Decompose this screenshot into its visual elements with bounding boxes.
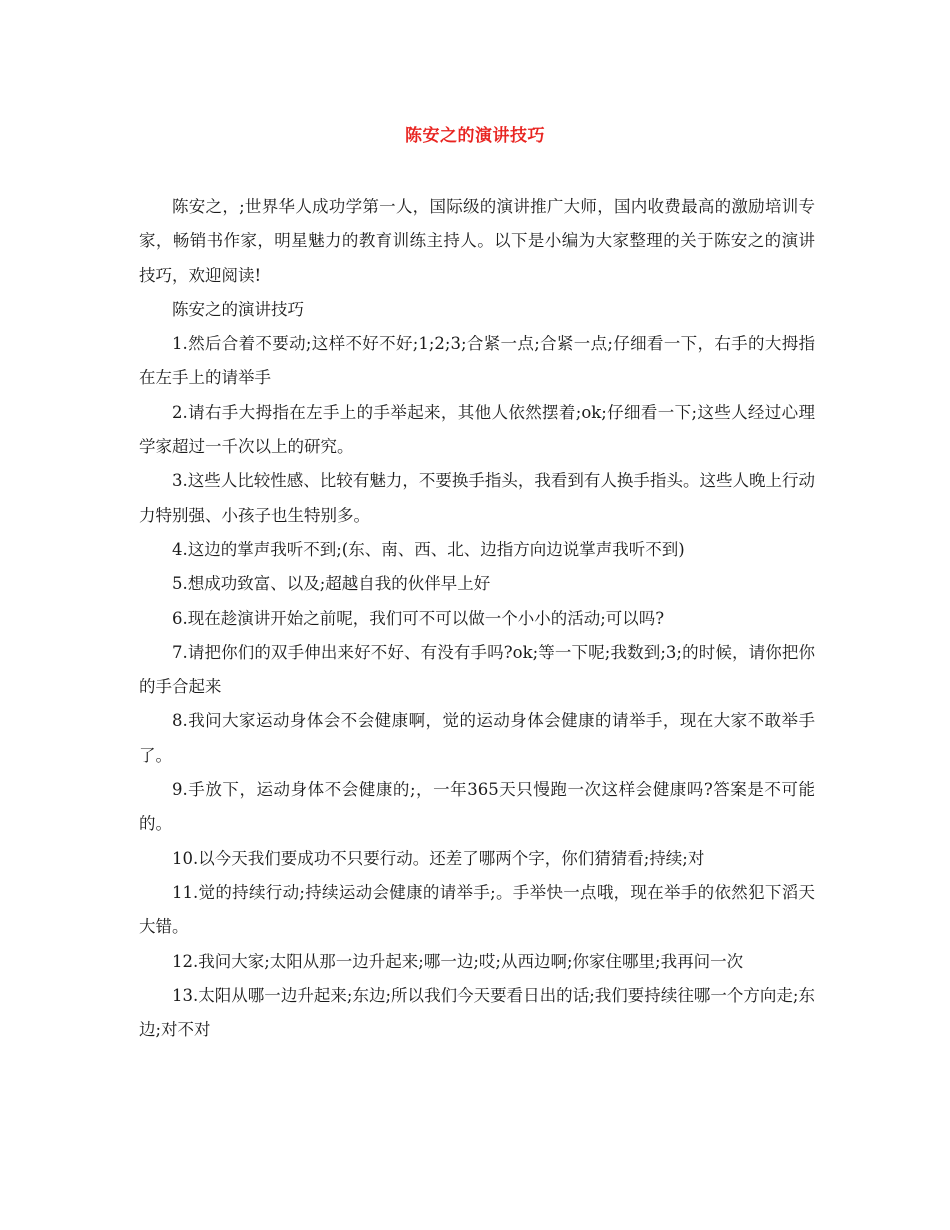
list-item: 9.手放下，运动身体不会健康的;，一年365天只慢跑一次这样会健康吗?答案是不可能的。 bbox=[139, 780, 815, 834]
document-title: 陈安之的演讲技巧 bbox=[405, 126, 545, 146]
list-item: 13.太阳从哪一边升起来;东边;所以我们今天要看日出的话;我们要持续往哪一个方向走;东边;对不对 bbox=[139, 985, 815, 1040]
section-heading: 陈安之的演讲技巧 bbox=[172, 299, 304, 319]
list-item: 1.然后合着不要动;这样不好不好;1;2;3;合紧一点;合紧一点;仔细看一下，右手的大拇指在左手上的请举手 bbox=[139, 334, 815, 388]
list-item: 5.想成功致富、以及;超越自我的伙伴早上好 bbox=[172, 574, 491, 594]
list-item: 2.请右手大拇指在左手上的手举起来，其他人依然摆着;ok;仔细看一下;这些人经过心理学家超过一千次以上的研究。 bbox=[139, 402, 815, 457]
list-item: 11.觉的持续行动;持续运动会健康的请举手;。手举快一点哦，现在举手的依然犯下滔天大错。 bbox=[139, 882, 815, 937]
document-body bbox=[139, 190, 815, 1047]
list-item: 7.请把你们的双手伸出来好不好、有没有手吗?ok;等一下呢;我数到;3;的时候，请你把你的手合起来 bbox=[139, 642, 815, 697]
list-item: 4.这边的掌声我听不到;(东、南、西、北、边指方向边说掌声我听不到) bbox=[172, 539, 685, 559]
list-item: 6.现在趁演讲开始之前呢，我们可不可以做一个小小的活动;可以吗? bbox=[172, 608, 665, 628]
list-item: 3.这些人比较性感、比较有魅力，不要换手指头，我看到有人换手指头。这些人晚上行动力特别强、小孩子也生特别多。 bbox=[139, 471, 815, 525]
list-item: 12.我问大家;太阳从那一边升起来;哪一边;哎;从西边啊;你家住哪里;我再问一次 bbox=[172, 951, 744, 971]
list-item: 10.以今天我们要成功不只要行动。还差了哪两个字，你们猜猜看;持续;对 bbox=[172, 848, 705, 868]
list-item: 8.我问大家运动身体会不会健康啊，觉的运动身体会健康的请举手，现在大家不敢举手了。 bbox=[139, 711, 815, 765]
paragraph-intro: 陈安之，;世界华人成功学第一人，国际级的演讲推广大师，国内收费最高的激励培训专家，畅销书作家，明星魅力的教育训练主持人。以下是小编为大家整理的关于陈安之的演讲技巧，欢迎阅读! bbox=[139, 197, 815, 285]
